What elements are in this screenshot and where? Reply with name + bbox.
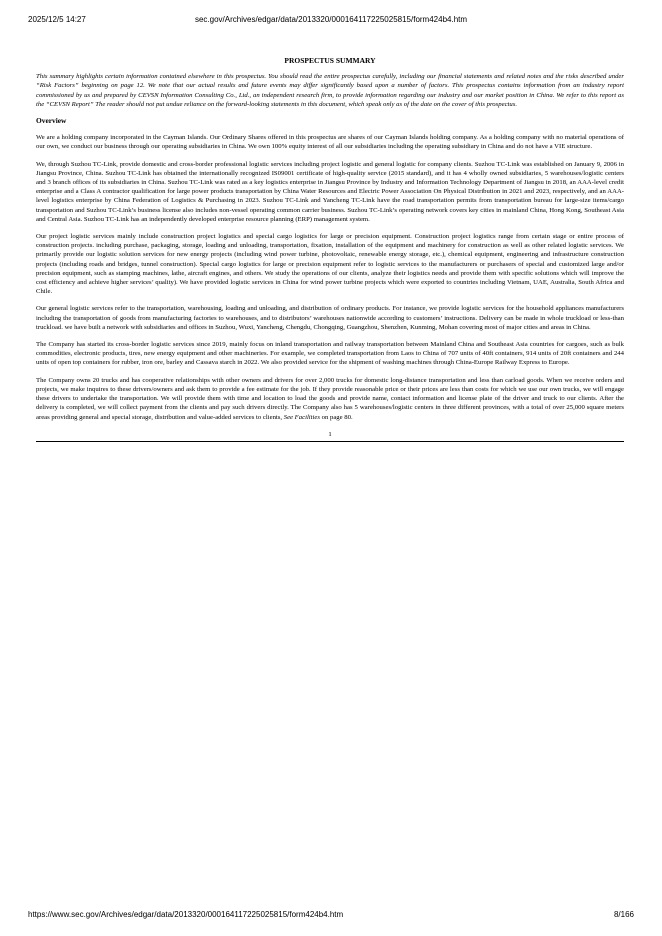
paragraph-cross-border: The Company has started its cross-border logistic services since 2019, mainly focus on inland transportation and railway transportation between Mainland China and Southeast Asia countries for cargoes, such as bulk commodities, electronic products, tires, new energy equipment and other machineries. For example, we completed transportation from Laos to China of 707 units of 40ft containers, 914 units of 20ft containers and 244 units of open top containers for rubber, iron ore, barley and Cassava starch in 2022. We also provided service for the shipment of washing machines through China-Europe Railway Express to Europe.	[36, 341, 624, 367]
print-footer-url: https://www.sec.gov/Archives/edgar/data/2013320/000164117225025815/form424b4.htm	[28, 910, 344, 919]
facilities-reference: See Facilities	[283, 413, 320, 421]
print-datetime: 2025/12/5 14:27	[28, 15, 86, 24]
paragraph-text: The Company owns 20 trucks and has cooperative relationships with other owners and drivers for over 2,000 trucks for domestic long-distance transportation and less than carload goods. When we receive orders and projects, we make inquires to these drivers/owners and ask them to provide a fee estimate for the job. If they provide reasonable price or their prices are less than costs for which we use our own trucks, we will engage these drivers to undertake the transportation. We will provide them with time and location to load the goods and provide name, contact information and license plate of the driver and truck to our clients. After the delivery is completed, we will collect payment from the clients and pay such drivers directly. The Company also has 5 warehouses/logistic centers in three different provinces, with a total of over 25,000 square meters areas providing general and special storage, distribution and value-added services to clients,	[36, 376, 624, 421]
paragraph-project-logistics: Our project logistic services mainly include construction project logistics and special cargo logistics for large or precision equipment. Construction project logistics range from certain stage or entire process of construction projects. including purchase, packaging, storage, loading and unloading, transportation, fixation, installation of the equipment and machinery for construction as well as other related logistic services. We primarily provide our logistic solution services for new energy projects (including wind power turbine, photovoltaic, renewable energy storage, etc.), chemical equipment, engineering and infrastructure construction projects (including roads and bridges, tunnel construction). Special cargo logistics for large or precision equipment refer to logistic services to the manufacturers or purchasers of special and customized large and/or precision equipment, such as stamping machines, lathe, aircraft engines, and others. We study the operations of our clients, analyze their logistics needs and provide them with specific solutions which will improve the cost efficiency and achieve higher services’ quality). We have provided logistic services in China for wind power turbine projects which were exported to countries including Vietnam, UAE, Australia, South Africa and Chile.	[36, 233, 624, 296]
browser-print-footer	[0, 907, 662, 923]
paragraph-text-end: on page 80.	[319, 413, 353, 421]
document-page	[36, 56, 624, 442]
section-heading-overview: Overview	[36, 116, 67, 126]
page-title: PROSPECTUS SUMMARY	[284, 56, 376, 65]
page-number: 1	[328, 430, 332, 438]
paragraph-general-logistics: Our general logistic services refer to the transportation, warehousing, loading and unloading, and distribution of ordinary products. For instance, we provide logistic services for the household appliances manufacturers including the transportation of goods from manufacturing factories to warehouses, and to distributors’ warehouses nationwide according to customers’ instructions. Delivery can be made in whole truckload or less-than truckload. we have built a network with subsidiaries and offices in Suzhou, Wuxi, Yancheng, Chengdu, Chongqing, Guangzhou, Shenzhen, Kunming, Mohan covering most of major cities and areas in China.	[36, 305, 624, 331]
paragraph-holding-company: We are a holding company incorporated in the Cayman Islands. Our Ordinary Shares offered in this prospectus are shares of our Cayman Islands holding company. As a holding company with no material operations of our own, we conduct our business through our operating subsidiaries in China. We own 100% equity interest of all our subsidiaries including the operating subsidiary in China and do not have a VIE structure.	[36, 134, 624, 151]
intro-paragraph: This summary highlights certain information contained elsewhere in this prospectus. You should read the entire prospectus carefully, including our financial statements and related notes and the risks described under “Risk Factors” beginning on page 12. We note that our actual results and future events may differ significantly based upon a number of factors. This prospectus contains information from an industry report commissioned by us and prepared by CEVSN Information Consulting Co., Ltd., an independent research firm, to provide information regarding our industry and our market position in China. We refer to this report as the “CEVSN Report” The reader should not put undue reliance on the forward-looking statements in this document, which speak only as of the date on the cover of this prospectus.	[36, 73, 624, 108]
page-divider	[36, 441, 624, 442]
paragraph-suzhou-tc-link: We, through Suzhou TC-Link, provide domestic and cross-border professional logistic services including project logistic and general logistic for company clients. Suzhou TC-Link was established on January 9, 2006 in Jiangsu Province, China. Suzhou TC-Link has obtained the internationally recognized IS09001 certificate of high-quality service (2015 standard), and it has 4 wholly owned subsidiaries, 5 warehouses/logistic centers and 3 branch offices of its subsidiaries in China. Suzhou TC-Link was rated as a key logistics enterprise in Jiangsu Province by Industry and Information Technology Department of Jiangsu in 2018, an AAA-level credit enterprise and a Class A contractor qualification for large power products transportation by China Water Resources and Electric Power Association On Physical Distribution in 2021 and 2023, respectively, and an AAA-level logistics enterprise by China Federation of Logistics & Purchasing in 2023. Suzhou TC-Link and Yancheng TC-Link have the road transportation permits from transportation bureau for large-size items/cargo transportation and Suzhou TC-Link’s business license also includes non-vessel operating common carrier business. Suzhou TC-Link’s operating network covers key cities in mainland China, Hong Kong, Southeast Asia and Central Asia. Suzhou TC-Link has an independently developed enterprise resource planning (ERP) management system.	[36, 160, 624, 223]
print-page-counter: 8/166	[613, 910, 634, 919]
browser-print-header	[0, 12, 662, 28]
paragraph-trucks-warehouses	[36, 376, 624, 422]
print-page-url: sec.gov/Archives/edgar/data/2013320/000164117225025815/form424b4.htm	[194, 15, 468, 24]
